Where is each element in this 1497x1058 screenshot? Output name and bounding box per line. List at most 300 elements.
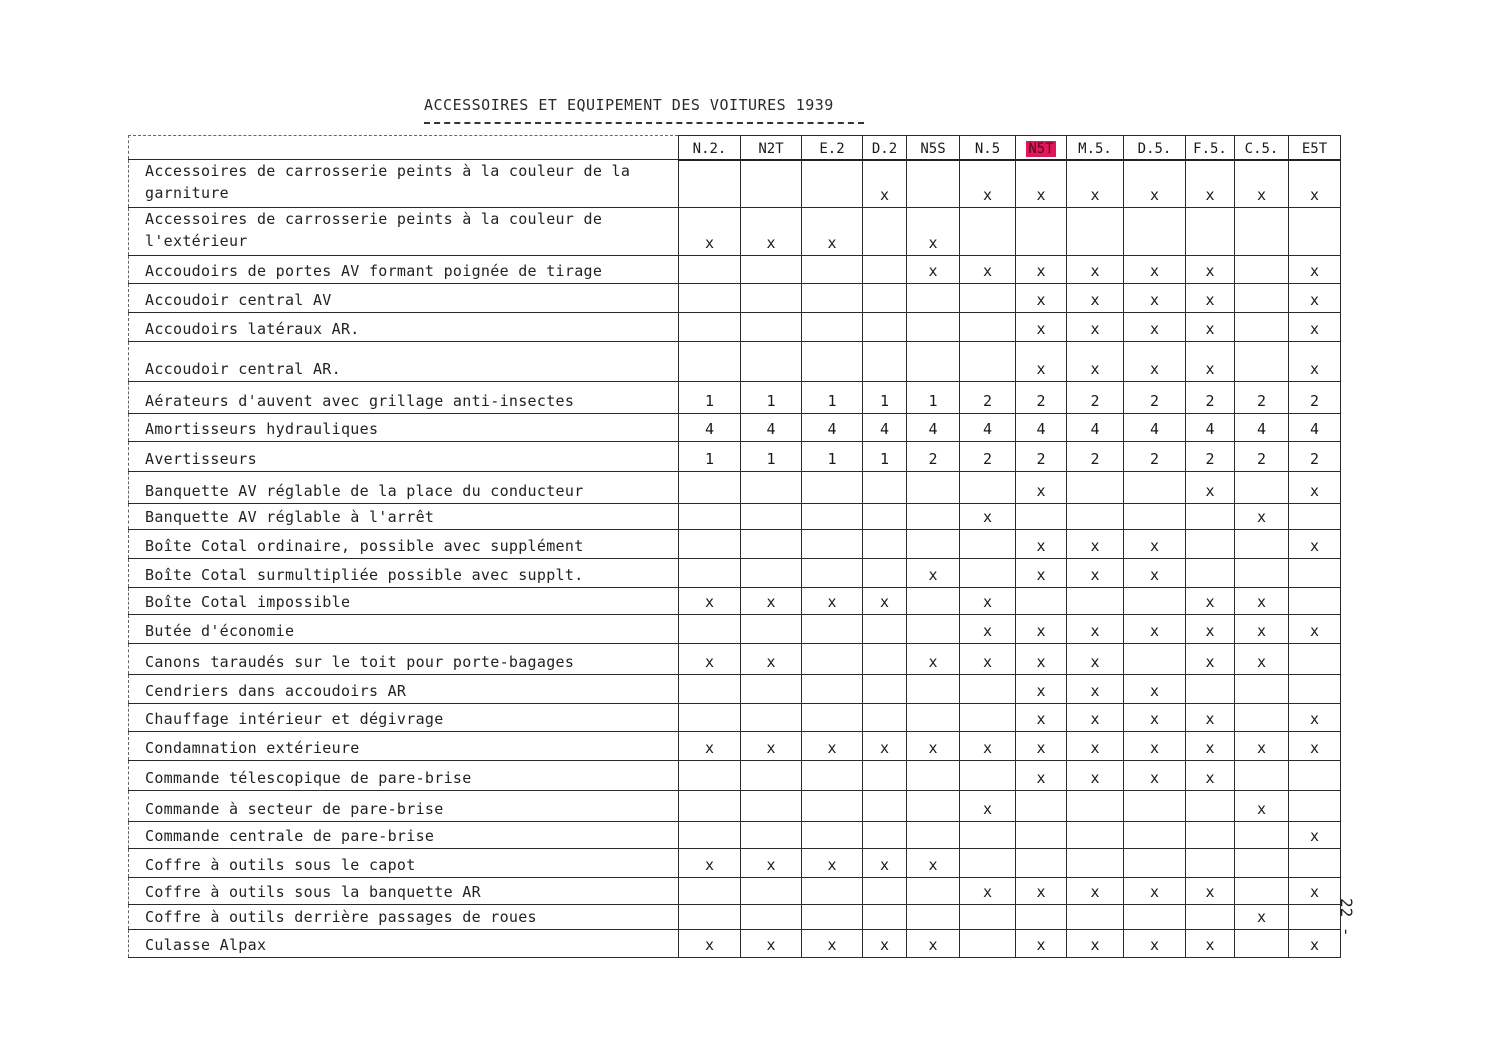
mark-cell (1186, 791, 1235, 822)
mark-cell (741, 284, 802, 313)
mark-cell (960, 559, 1016, 588)
mark-cell: x (679, 208, 741, 256)
mark-cell: x (741, 930, 802, 958)
row-label: Commande à secteur de pare-brise (129, 791, 679, 822)
mark-cell: x (1067, 878, 1124, 905)
mark-cell (863, 615, 907, 644)
mark-cell (960, 849, 1016, 878)
table-row (129, 905, 1341, 930)
table-row (129, 414, 1341, 442)
mark-cell: x (1124, 930, 1186, 958)
title-underline (424, 122, 864, 124)
mark-cell (1016, 504, 1067, 530)
mark-cell: x (1186, 313, 1235, 342)
mark-cell: x (907, 208, 960, 256)
row-label: Cendriers dans accoudoirs AR (129, 675, 679, 704)
mark-cell: 4 (1067, 414, 1124, 442)
mark-cell: x (1186, 472, 1235, 504)
column-header-label: D.2 (871, 140, 898, 157)
mark-cell: x (679, 588, 741, 615)
mark-cell: 2 (1067, 382, 1124, 414)
mark-cell: x (1289, 342, 1341, 382)
mark-cell: x (1016, 472, 1067, 504)
row-label: Accessoires de carrosserie peints à la couleur de l'extérieur (129, 208, 679, 256)
mark-cell: x (679, 732, 741, 761)
row-label: Aérateurs d'auvent avec grillage anti-insectes (129, 382, 679, 414)
mark-cell: x (1289, 930, 1341, 958)
mark-cell: x (960, 878, 1016, 905)
mark-cell (741, 615, 802, 644)
mark-cell (1289, 761, 1341, 791)
row-label: Accoudoirs latéraux AR. (129, 313, 679, 342)
mark-cell: x (1186, 644, 1235, 675)
table-row (129, 791, 1341, 822)
mark-cell: x (1289, 732, 1341, 761)
mark-cell: x (679, 849, 741, 878)
mark-cell: 1 (863, 442, 907, 472)
mark-cell: x (1067, 761, 1124, 791)
mark-cell: x (1067, 615, 1124, 644)
mark-cell: x (1016, 559, 1067, 588)
row-label: Butée d'économie (129, 615, 679, 644)
mark-cell: 4 (1124, 414, 1186, 442)
mark-cell: x (1124, 559, 1186, 588)
mark-cell: x (802, 930, 863, 958)
mark-cell: x (1016, 530, 1067, 559)
mark-cell (679, 761, 741, 791)
mark-cell (907, 822, 960, 849)
mark-cell: x (1289, 704, 1341, 732)
mark-cell (802, 160, 863, 208)
mark-cell (907, 313, 960, 342)
mark-cell (863, 704, 907, 732)
mark-cell: x (802, 588, 863, 615)
row-label: Coffre à outils sous la banquette AR (129, 878, 679, 905)
mark-cell (679, 675, 741, 704)
mark-cell: x (1016, 644, 1067, 675)
mark-cell: x (1067, 675, 1124, 704)
mark-cell: x (1124, 704, 1186, 732)
mark-cell (1186, 849, 1235, 878)
mark-cell: x (1016, 675, 1067, 704)
mark-cell: x (1067, 732, 1124, 761)
mark-cell (741, 791, 802, 822)
mark-cell (802, 615, 863, 644)
mark-cell: 4 (907, 414, 960, 442)
mark-cell (802, 704, 863, 732)
mark-cell: 2 (960, 382, 1016, 414)
mark-cell (1124, 472, 1186, 504)
mark-cell: x (1186, 256, 1235, 284)
mark-cell: x (1016, 313, 1067, 342)
mark-cell (960, 530, 1016, 559)
mark-cell (679, 342, 741, 382)
table-row (129, 208, 1341, 256)
mark-cell (741, 905, 802, 930)
table-row (129, 732, 1341, 761)
mark-cell: x (741, 644, 802, 675)
mark-cell: x (1235, 588, 1289, 615)
mark-cell (1235, 559, 1289, 588)
mark-cell (679, 284, 741, 313)
mark-cell: 2 (907, 442, 960, 472)
mark-cell (1186, 559, 1235, 588)
mark-cell (1186, 675, 1235, 704)
mark-cell (679, 256, 741, 284)
mark-cell: 4 (863, 414, 907, 442)
mark-cell: x (1016, 342, 1067, 382)
mark-cell (960, 905, 1016, 930)
mark-cell (960, 822, 1016, 849)
mark-cell (741, 313, 802, 342)
table-row (129, 256, 1341, 284)
mark-cell (802, 675, 863, 704)
mark-cell (960, 342, 1016, 382)
row-label: Accessoires de carrosserie peints à la couleur de la garniture (129, 160, 679, 208)
column-header-label: F.5. (1193, 140, 1227, 157)
mark-cell (1289, 905, 1341, 930)
table-row (129, 504, 1341, 530)
mark-cell: x (863, 160, 907, 208)
mark-cell: 2 (1289, 442, 1341, 472)
mark-cell: x (907, 256, 960, 284)
header-row (129, 136, 1341, 160)
mark-cell: x (1124, 256, 1186, 284)
mark-cell: 2 (1235, 382, 1289, 414)
table-row (129, 559, 1341, 588)
mark-cell (1289, 504, 1341, 530)
mark-cell (907, 504, 960, 530)
mark-cell (802, 342, 863, 382)
mark-cell: x (1289, 878, 1341, 905)
mark-cell: x (1124, 761, 1186, 791)
mark-cell (802, 504, 863, 530)
mark-cell (1235, 472, 1289, 504)
mark-cell: x (1124, 878, 1186, 905)
mark-cell (1124, 588, 1186, 615)
mark-cell: x (907, 849, 960, 878)
column-header (1124, 136, 1186, 160)
mark-cell (1067, 504, 1124, 530)
column-header-label: N2T (758, 140, 784, 157)
mark-cell (679, 878, 741, 905)
mark-cell (1016, 822, 1067, 849)
table-row (129, 588, 1341, 615)
mark-cell: x (1186, 284, 1235, 313)
mark-cell (741, 761, 802, 791)
row-label: Culasse Alpax (129, 930, 679, 958)
column-header (802, 136, 863, 160)
mark-cell: x (1067, 313, 1124, 342)
mark-cell: 2 (1067, 442, 1124, 472)
mark-cell (907, 791, 960, 822)
mark-cell (1067, 472, 1124, 504)
mark-cell (907, 615, 960, 644)
mark-cell: 4 (741, 414, 802, 442)
mark-cell (1289, 559, 1341, 588)
mark-cell (741, 704, 802, 732)
mark-cell (679, 704, 741, 732)
row-label: Banquette AV réglable de la place du conducteur (129, 472, 679, 504)
mark-cell (1186, 504, 1235, 530)
mark-cell: x (1186, 761, 1235, 791)
table-row (129, 822, 1341, 849)
mark-cell (1067, 822, 1124, 849)
table-row (129, 849, 1341, 878)
mark-cell: x (679, 644, 741, 675)
mark-cell (863, 313, 907, 342)
mark-cell: 2 (1235, 442, 1289, 472)
mark-cell: 4 (1186, 414, 1235, 442)
table-row (129, 675, 1341, 704)
mark-cell: x (1289, 822, 1341, 849)
mark-cell: x (1016, 256, 1067, 284)
mark-cell: x (1124, 675, 1186, 704)
mark-cell: x (1235, 644, 1289, 675)
row-label: Boîte Cotal impossible (129, 588, 679, 615)
mark-cell (1235, 930, 1289, 958)
mark-cell: x (1067, 530, 1124, 559)
column-header-label: N.5 (974, 140, 1001, 157)
mark-cell (863, 208, 907, 256)
row-label: Coffre à outils sous le capot (129, 849, 679, 878)
table-row (129, 930, 1341, 958)
mark-cell: x (1067, 256, 1124, 284)
column-header (907, 136, 960, 160)
mark-cell: x (1124, 284, 1186, 313)
mark-cell: 2 (1289, 382, 1341, 414)
mark-cell (802, 905, 863, 930)
mark-cell: x (960, 644, 1016, 675)
mark-cell (741, 160, 802, 208)
mark-cell (679, 530, 741, 559)
mark-cell (907, 284, 960, 313)
mark-cell: x (741, 849, 802, 878)
mark-cell: x (907, 559, 960, 588)
mark-cell: x (863, 732, 907, 761)
mark-cell: 4 (1289, 414, 1341, 442)
mark-cell: 4 (802, 414, 863, 442)
mark-cell: x (1124, 342, 1186, 382)
mark-cell: x (1235, 615, 1289, 644)
mark-cell (1289, 588, 1341, 615)
mark-cell (863, 342, 907, 382)
column-header (679, 136, 741, 160)
mark-cell (907, 588, 960, 615)
mark-cell: x (907, 644, 960, 675)
page-number: 22 - (1337, 898, 1356, 937)
row-label: Accoudoir central AV (129, 284, 679, 313)
mark-cell (1067, 905, 1124, 930)
mark-cell (863, 559, 907, 588)
mark-cell: x (1016, 761, 1067, 791)
mark-cell: x (1067, 559, 1124, 588)
mark-cell (960, 313, 1016, 342)
mark-cell (802, 256, 863, 284)
mark-cell (1235, 849, 1289, 878)
mark-cell (1235, 822, 1289, 849)
column-header (1186, 136, 1235, 160)
mark-cell: x (1186, 704, 1235, 732)
mark-cell: x (1067, 644, 1124, 675)
mark-cell (960, 472, 1016, 504)
mark-cell: x (1235, 160, 1289, 208)
table-row (129, 313, 1341, 342)
mark-cell: 1 (802, 382, 863, 414)
mark-cell: x (1186, 615, 1235, 644)
mark-cell (1289, 791, 1341, 822)
row-label: Condamnation extérieure (129, 732, 679, 761)
mark-cell (1235, 342, 1289, 382)
mark-cell: 4 (1016, 414, 1067, 442)
mark-cell (679, 160, 741, 208)
mark-cell (960, 675, 1016, 704)
mark-cell (741, 675, 802, 704)
mark-cell: x (1289, 530, 1341, 559)
mark-cell (863, 878, 907, 905)
mark-cell (802, 472, 863, 504)
mark-cell (1186, 822, 1235, 849)
column-header-label: E.2 (819, 140, 845, 157)
mark-cell (802, 530, 863, 559)
mark-cell: x (1124, 615, 1186, 644)
mark-cell (1124, 849, 1186, 878)
mark-cell (907, 472, 960, 504)
mark-cell: 2 (1186, 442, 1235, 472)
mark-cell (741, 342, 802, 382)
column-header-label: N5S (920, 140, 946, 157)
row-label: Canons taraudés sur le toit pour porte-bagages (129, 644, 679, 675)
mark-cell (1124, 208, 1186, 256)
mark-cell (1067, 588, 1124, 615)
mark-cell: x (960, 615, 1016, 644)
mark-cell: 2 (1124, 382, 1186, 414)
row-label: Accoudoirs de portes AV formant poignée de tirage (129, 256, 679, 284)
column-header (1067, 136, 1124, 160)
row-label: Commande centrale de pare-brise (129, 822, 679, 849)
mark-cell (960, 284, 1016, 313)
mark-cell: x (1235, 905, 1289, 930)
mark-cell (1289, 849, 1341, 878)
mark-cell (1235, 761, 1289, 791)
document-title: ACCESSOIRES ET EQUIPEMENT DES VOITURES 1939 (424, 96, 834, 114)
mark-cell: x (863, 849, 907, 878)
mark-cell (863, 791, 907, 822)
mark-cell: x (1235, 504, 1289, 530)
mark-cell (863, 761, 907, 791)
table-row (129, 160, 1341, 208)
mark-cell (1289, 644, 1341, 675)
row-label: Boîte Cotal ordinaire, possible avec supplément (129, 530, 679, 559)
mark-cell: x (960, 732, 1016, 761)
mark-cell (1235, 313, 1289, 342)
mark-cell: x (741, 588, 802, 615)
mark-cell (863, 905, 907, 930)
row-label: Commande télescopique de pare-brise (129, 761, 679, 791)
mark-cell (1016, 849, 1067, 878)
mark-cell: x (679, 930, 741, 958)
mark-cell (741, 256, 802, 284)
mark-cell (1067, 791, 1124, 822)
table-row (129, 704, 1341, 732)
mark-cell (1235, 530, 1289, 559)
mark-cell (960, 208, 1016, 256)
mark-cell: x (1016, 160, 1067, 208)
mark-cell: x (1124, 530, 1186, 559)
mark-cell: x (1067, 284, 1124, 313)
mark-cell: x (1067, 704, 1124, 732)
mark-cell (1124, 644, 1186, 675)
mark-cell: x (1186, 878, 1235, 905)
mark-cell (1124, 791, 1186, 822)
mark-cell (802, 559, 863, 588)
mark-cell: x (1067, 160, 1124, 208)
column-header (1289, 136, 1341, 160)
mark-cell: x (907, 930, 960, 958)
mark-cell (907, 342, 960, 382)
column-header-label: M.5. (1078, 140, 1112, 157)
mark-cell (907, 878, 960, 905)
mark-cell: x (1289, 160, 1341, 208)
mark-cell (907, 675, 960, 704)
mark-cell: x (960, 791, 1016, 822)
row-label: Avertisseurs (129, 442, 679, 472)
mark-cell: 1 (741, 382, 802, 414)
table-row (129, 615, 1341, 644)
mark-cell (863, 504, 907, 530)
mark-cell (679, 313, 741, 342)
mark-cell: x (960, 256, 1016, 284)
mark-cell (1067, 849, 1124, 878)
mark-cell (907, 704, 960, 732)
column-header (863, 136, 907, 160)
mark-cell (679, 559, 741, 588)
row-label: Amortisseurs hydrauliques (129, 414, 679, 442)
mark-cell: x (1016, 615, 1067, 644)
mark-cell: x (1186, 342, 1235, 382)
table-row (129, 878, 1341, 905)
mark-cell: 1 (679, 442, 741, 472)
mark-cell: x (1186, 732, 1235, 761)
mark-cell (741, 878, 802, 905)
mark-cell (1289, 675, 1341, 704)
mark-cell (802, 313, 863, 342)
mark-cell (741, 472, 802, 504)
mark-cell: x (863, 588, 907, 615)
column-header-label: D.5. (1137, 140, 1172, 157)
mark-cell: x (1235, 791, 1289, 822)
mark-cell: 1 (741, 442, 802, 472)
mark-cell: 2 (1186, 382, 1235, 414)
table-row (129, 644, 1341, 675)
mark-cell: x (1124, 732, 1186, 761)
mark-cell (907, 905, 960, 930)
header-blank-cell (129, 136, 679, 160)
mark-cell (802, 791, 863, 822)
table-row (129, 472, 1341, 504)
mark-cell: x (863, 930, 907, 958)
column-header-label: E5T (1301, 140, 1328, 157)
mark-cell (741, 559, 802, 588)
mark-cell: x (960, 504, 1016, 530)
mark-cell: x (802, 849, 863, 878)
mark-cell: x (1289, 615, 1341, 644)
mark-cell (1235, 284, 1289, 313)
mark-cell: x (1067, 930, 1124, 958)
mark-cell (863, 530, 907, 559)
mark-cell (863, 284, 907, 313)
mark-cell (1016, 905, 1067, 930)
